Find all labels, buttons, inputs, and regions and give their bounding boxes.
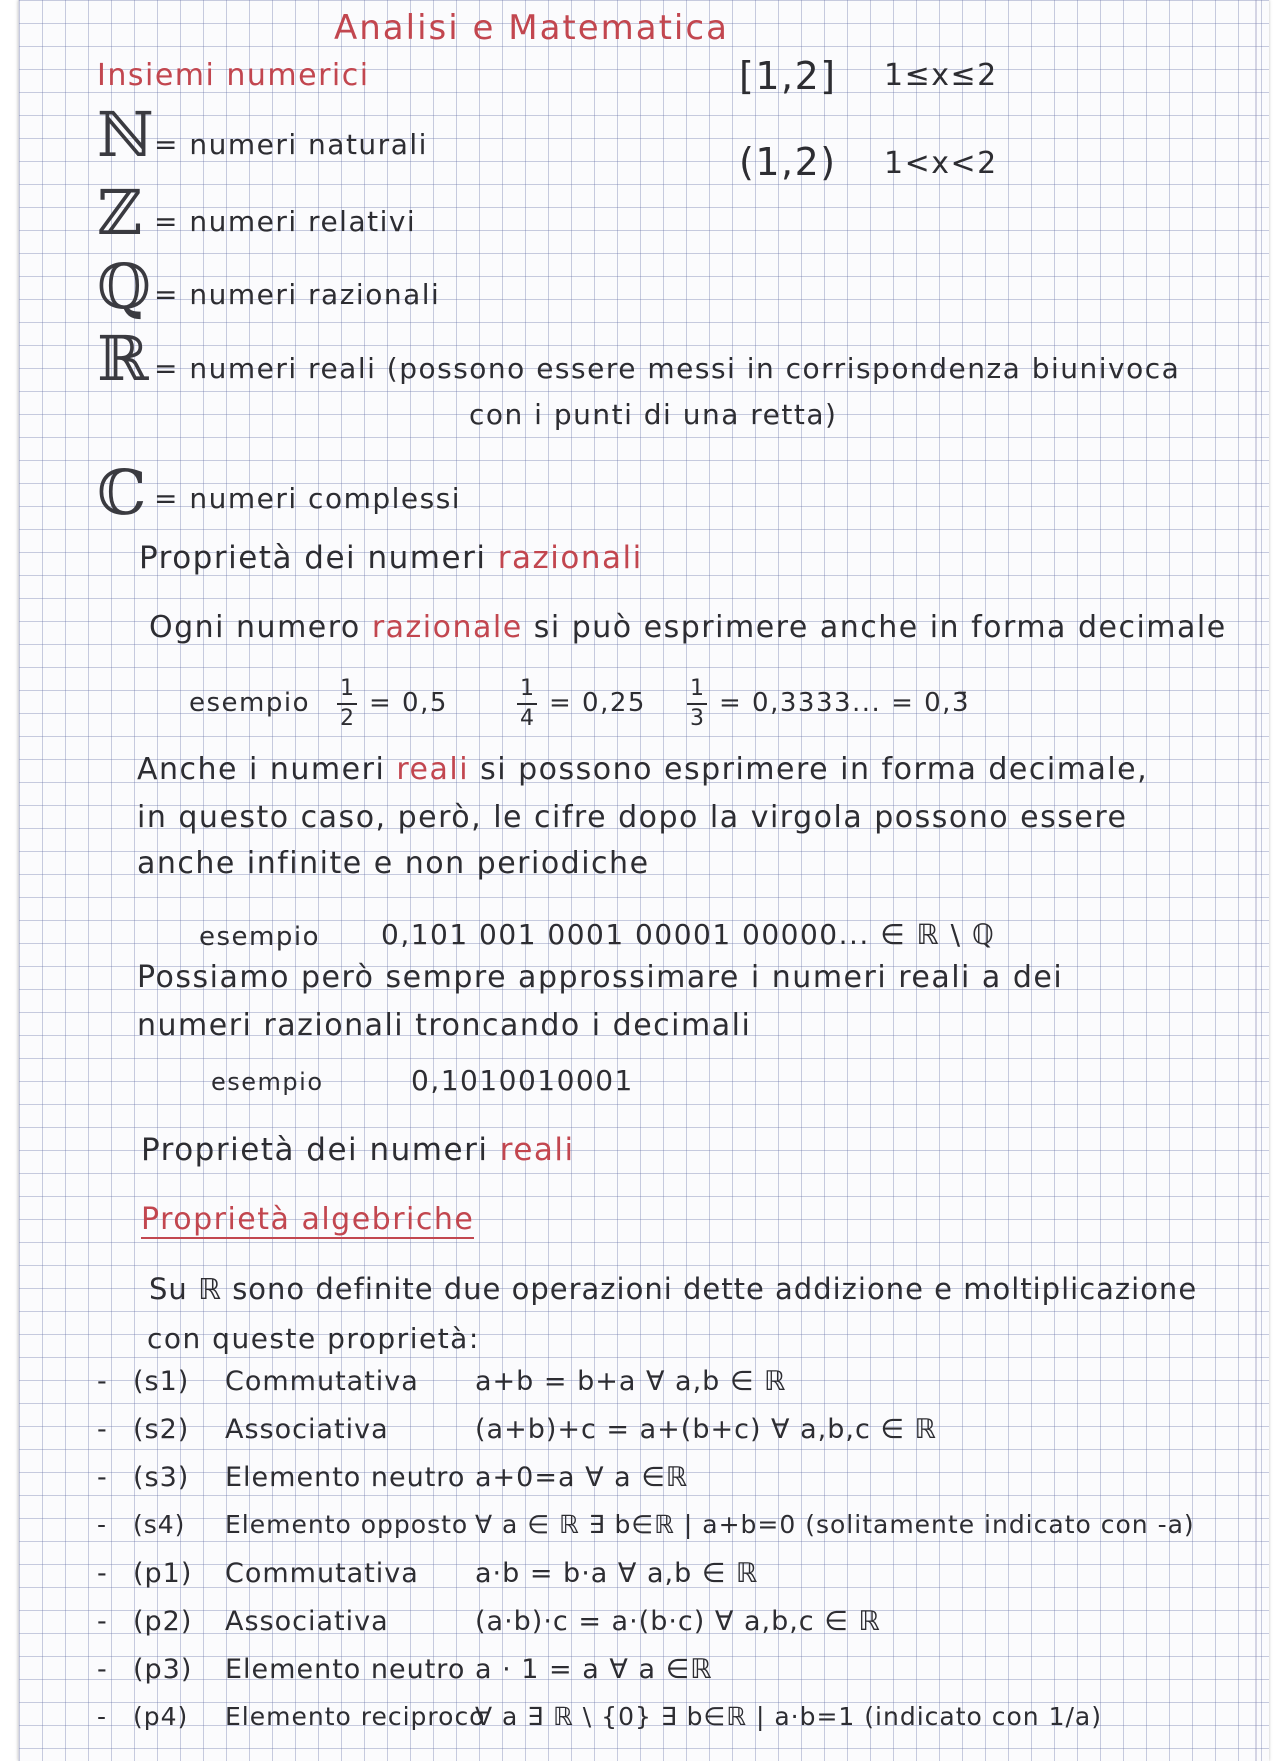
property-row-p2: - (p2) Associativa (a·b)·c = a·(b·c) ∀ a,b,c ∈ ℝ xyxy=(97,1606,881,1637)
algebraic-intro-2: con queste proprietà: xyxy=(147,1322,480,1355)
property-formula: (a+b)+c = a+(b+c) ∀ a,b,c ∈ ℝ xyxy=(475,1414,937,1445)
property-row-s3: - (s3) Elemento neutro a+0=a ∀ a ∈ℝ xyxy=(97,1462,689,1493)
property-name: Associativa xyxy=(225,1414,389,1445)
rational-line-prefix: Ogni numero xyxy=(149,610,361,645)
property-code: (s4) xyxy=(133,1510,186,1539)
sets-heading: Insiemi numerici xyxy=(97,58,370,93)
real-example-value: 0,101 001 0001 00001 00000... ∈ ℝ \ ℚ xyxy=(381,918,996,951)
property-formula: a+0=a ∀ a ∈ℝ xyxy=(475,1462,689,1493)
algebraic-heading: Proprietà algebriche xyxy=(141,1202,475,1237)
rational-example-label: esempio xyxy=(189,688,310,718)
property-formula: a · 1 = a ∀ a ∈ℝ xyxy=(475,1654,713,1685)
algebraic-intro-1: Su ℝ sono definite due operazioni dette addizione e moltiplicazione xyxy=(149,1272,1198,1306)
property-code: (p4) xyxy=(133,1702,189,1731)
example-half-value: = 0,5 xyxy=(369,688,448,718)
approx-line-2: numeri razionali troncando i decimali xyxy=(137,1008,752,1043)
set-symbol-rationals: ℚ xyxy=(97,250,152,323)
property-code: (s1) xyxy=(133,1366,190,1397)
rational-line-suffix: si può esprimere anche in forma decimale xyxy=(533,610,1227,645)
page-title: Analisi e Matematica xyxy=(334,8,729,48)
set-text-integers: = numeri relativi xyxy=(154,205,417,238)
example-quarter-value: = 0,25 xyxy=(549,688,646,718)
rational-line-red: razionale xyxy=(371,610,523,645)
fraction-numerator: 1 xyxy=(520,676,534,701)
approx-example-label: esempio xyxy=(211,1068,324,1096)
property-name: Elemento neutro xyxy=(225,1654,466,1685)
property-name: Commutativa xyxy=(225,1558,419,1589)
approx-example-value: 0,1010010001 xyxy=(411,1064,634,1097)
set-text-complex: = numeri complessi xyxy=(154,482,462,515)
interval-closed-meaning: 1≤x≤2 xyxy=(884,58,998,93)
fraction-denominator: 2 xyxy=(340,706,354,731)
property-code: (p1) xyxy=(133,1558,193,1589)
interval-closed: [1,2] xyxy=(739,54,837,98)
rational-heading-prefix: Proprietà dei numeri xyxy=(139,540,487,576)
property-code: (s2) xyxy=(133,1414,190,1445)
fraction-denominator: 3 xyxy=(690,706,704,731)
real-decimal-line-3: anche infinite e non periodiche xyxy=(137,846,650,881)
set-symbol-reals: ℝ xyxy=(97,322,149,395)
real-props-heading xyxy=(141,1132,575,1168)
set-text-naturals: = numeri naturali xyxy=(154,128,428,161)
page-margin-line xyxy=(1255,0,1257,1761)
property-formula: ∀ a ∈ ℝ ∃ b∈ℝ | a+b=0 (solitamente indicato con -a) xyxy=(475,1510,1195,1539)
property-code: (p2) xyxy=(133,1606,193,1637)
property-formula: a·b = b·a ∀ a,b ∈ ℝ xyxy=(475,1558,759,1589)
rational-decimal-line xyxy=(149,610,1227,645)
interval-open: (1,2) xyxy=(739,140,837,184)
fraction-denominator: 4 xyxy=(520,706,534,731)
real-example-label: esempio xyxy=(199,922,320,952)
property-formula: ∀ a ∃ ℝ \ {0} ∃ b∈ℝ | a·b=1 (indicato con 1/a) xyxy=(475,1702,1102,1731)
set-symbol-complex: ℂ xyxy=(97,456,147,529)
property-name: Elemento opposto xyxy=(225,1510,469,1539)
interval-open-meaning: 1<x<2 xyxy=(884,146,998,181)
fraction-one-half xyxy=(337,678,357,730)
real-props-heading-red: reali xyxy=(499,1132,575,1168)
real-line-red: reali xyxy=(396,752,470,787)
set-text-reals-cont: con i punti di una retta) xyxy=(469,398,838,431)
fraction-one-quarter xyxy=(517,678,537,730)
property-row-p1: - (p1) Commutativa a·b = b·a ∀ a,b ∈ ℝ xyxy=(97,1558,759,1589)
property-code: (p3) xyxy=(133,1654,193,1685)
property-code: (s3) xyxy=(133,1462,190,1493)
set-text-reals: = numeri reali (possono essere messi in corrispondenza biunivoca xyxy=(154,352,1181,385)
property-row-p4: - (p4) Elemento reciproco ∀ a ∃ ℝ \ {0} ∃ b∈ℝ | a·b=1 (indicato con 1/a) xyxy=(97,1702,1102,1731)
rational-heading-red: razionali xyxy=(497,540,643,576)
rational-heading xyxy=(139,540,643,576)
property-name: Associativa xyxy=(225,1606,389,1637)
fraction-numerator: 1 xyxy=(340,676,354,701)
set-text-rationals: = numeri razionali xyxy=(154,278,441,311)
fraction-numerator: 1 xyxy=(690,676,704,701)
real-decimal-line-2: in questo caso, però, le cifre dopo la virgola possono essere xyxy=(137,800,1128,835)
real-line-suffix: si possono esprimere in forma decimale, xyxy=(480,752,1149,787)
property-formula: a+b = b+a ∀ a,b ∈ ℝ xyxy=(475,1366,787,1397)
property-name: Commutativa xyxy=(225,1366,419,1397)
property-name: Elemento neutro xyxy=(225,1462,466,1493)
property-row-s1: - (s1) Commutativa a+b = b+a ∀ a,b ∈ ℝ xyxy=(97,1366,787,1397)
approx-line-1: Possiamo però sempre approssimare i numeri reali a dei xyxy=(137,960,1064,995)
property-name: Elemento reciproco xyxy=(225,1702,486,1731)
fraction-one-third xyxy=(687,678,707,730)
property-formula: (a·b)·c = a·(b·c) ∀ a,b,c ∈ ℝ xyxy=(475,1606,881,1637)
real-props-heading-prefix: Proprietà dei numeri xyxy=(141,1132,489,1168)
property-row-s2: - (s2) Associativa (a+b)+c = a+(b+c) ∀ a,b,c ∈ ℝ xyxy=(97,1414,937,1445)
example-third-value: = 0,3333... = 0,3̄ xyxy=(719,688,970,718)
real-decimal-line-1 xyxy=(137,752,1148,787)
real-line-prefix: Anche i numeri xyxy=(137,752,386,787)
property-row-s4: - (s4) Elemento opposto ∀ a ∈ ℝ ∃ b∈ℝ | a+b=0 (solitamente indicato con -a) xyxy=(97,1510,1195,1539)
notebook-page xyxy=(18,0,1269,1761)
property-row-p3: - (p3) Elemento neutro a · 1 = a ∀ a ∈ℝ xyxy=(97,1654,713,1685)
set-symbol-naturals: ℕ xyxy=(97,98,154,171)
set-symbol-integers: ℤ xyxy=(97,176,143,249)
